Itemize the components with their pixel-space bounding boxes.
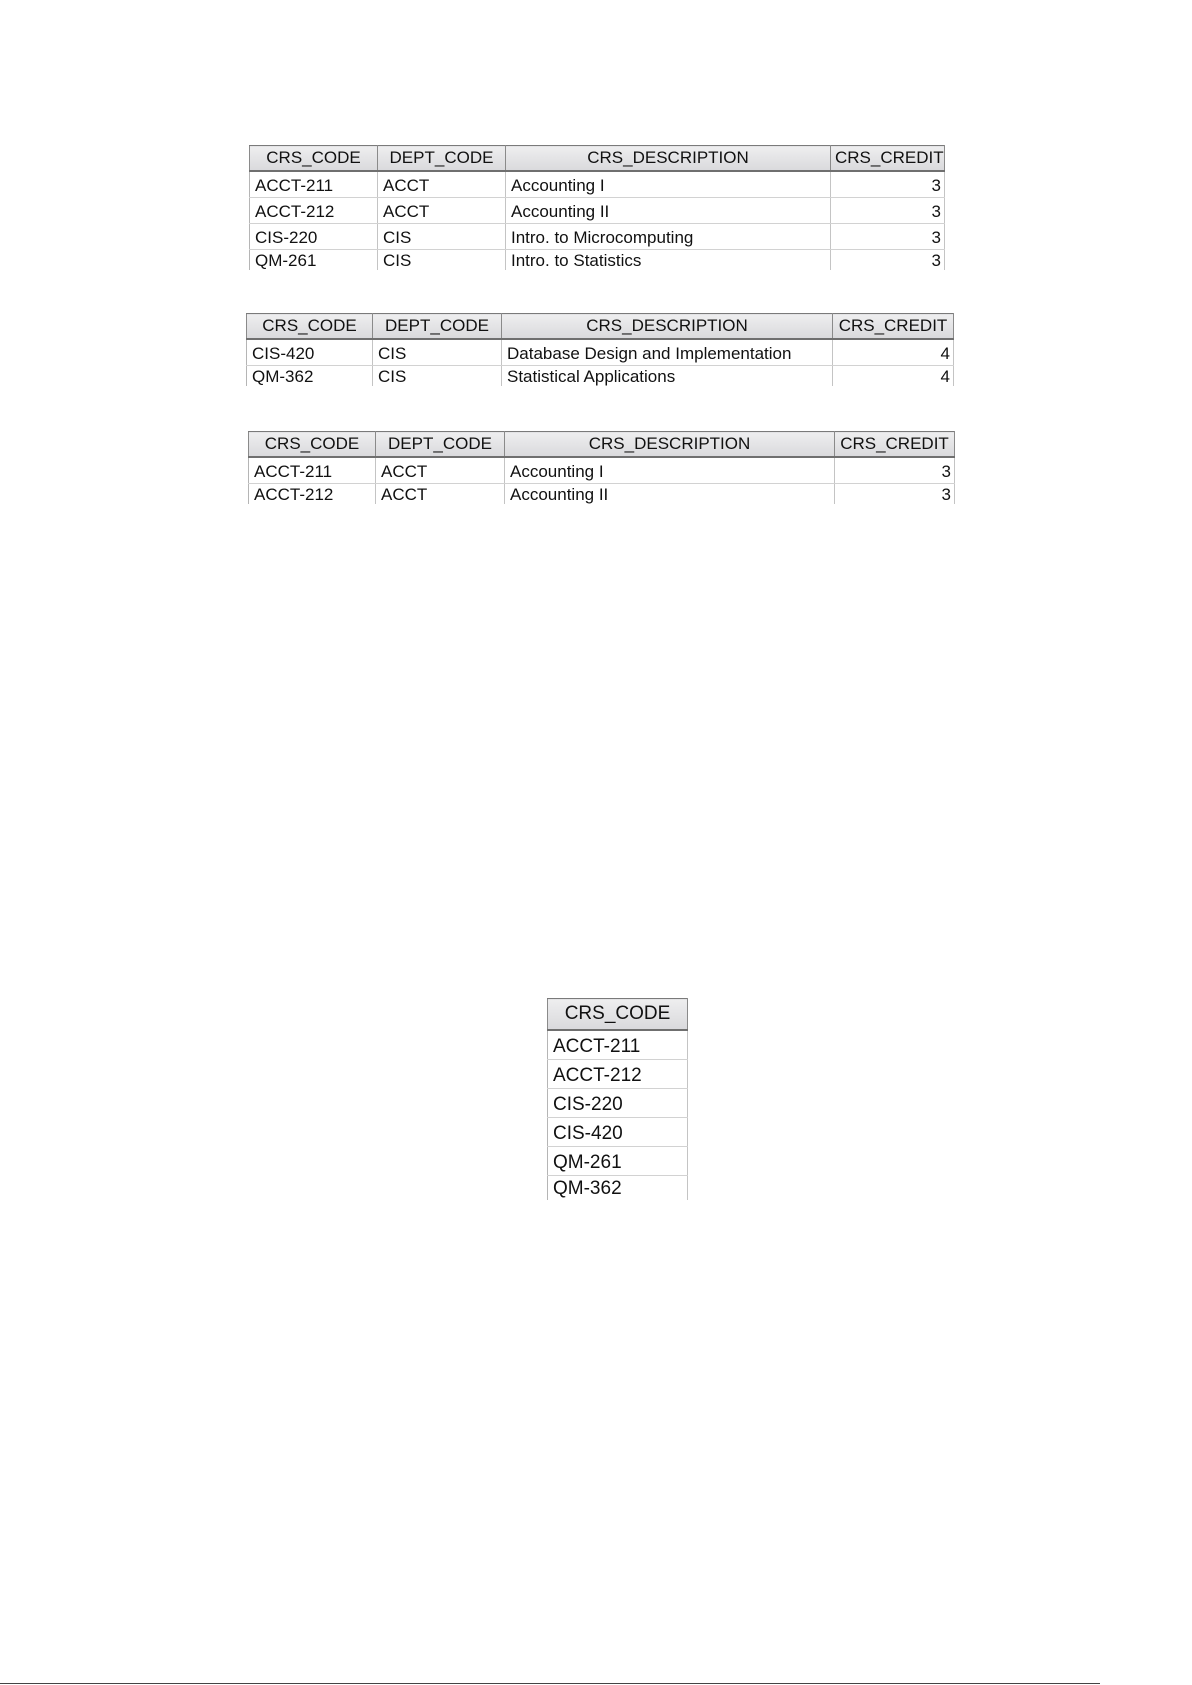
table-row[interactable] [548,1176,688,1201]
crs-credit-cell: 3 [831,250,945,271]
crs-credit-cell: 3 [835,457,955,484]
header-row [247,314,954,340]
table-row[interactable] [250,198,945,224]
column-header[interactable]: CRS_CODE [247,314,373,340]
crs-credit-cell: 3 [831,171,945,198]
crs-description-cell: Statistical Applications [502,366,833,387]
dept-code-cell: CIS [373,339,502,366]
crs-code-cell: QM-362 [548,1176,688,1201]
crs-code-cell: CIS-220 [548,1089,688,1118]
crs-code-cell: CIS-220 [250,224,378,250]
table-row[interactable] [250,250,945,271]
dept-code-cell: ACCT [376,484,505,505]
header-row [249,432,955,458]
crs-code-cell: CIS-420 [548,1118,688,1147]
table-row[interactable] [249,484,955,505]
table-row[interactable] [548,1118,688,1147]
course-table-3 [248,431,955,504]
crs-code-cell: ACCT-211 [548,1030,688,1060]
crs-code-cell: CIS-420 [247,339,373,366]
column-header[interactable]: CRS_CREDIT [831,146,945,172]
table-row[interactable] [548,1060,688,1089]
table-row[interactable] [548,1030,688,1060]
crs-code-cell: ACCT-211 [250,171,378,198]
table-row[interactable] [250,224,945,250]
course-table-2 [246,313,954,386]
crs-code-cell: QM-261 [250,250,378,271]
table-row[interactable] [548,1089,688,1118]
table-row[interactable] [250,171,945,198]
column-header[interactable]: DEPT_CODE [376,432,505,458]
crs-description-cell: Accounting II [505,484,835,505]
crs-credit-cell: 3 [831,198,945,224]
dept-code-cell: CIS [373,366,502,387]
crs-code-cell: QM-261 [548,1147,688,1176]
column-header[interactable]: CRS_CREDIT [833,314,954,340]
table-row[interactable] [247,366,954,387]
crs-credit-cell: 4 [833,339,954,366]
crs-credit-cell: 3 [835,484,955,505]
table-row[interactable] [249,457,955,484]
crs-code-cell: ACCT-212 [548,1060,688,1089]
page-footer-rule [0,1683,1100,1684]
crs-description-cell: Accounting I [505,457,835,484]
column-header[interactable]: CRS_DESCRIPTION [506,146,831,172]
crs-description-cell: Accounting I [506,171,831,198]
dept-code-cell: CIS [378,224,506,250]
column-header[interactable]: CRS_DESCRIPTION [505,432,835,458]
crs-credit-cell: 3 [831,224,945,250]
column-header[interactable]: CRS_CREDIT [835,432,955,458]
dept-code-cell: ACCT [376,457,505,484]
column-header[interactable]: CRS_CODE [250,146,378,172]
course-table-1 [249,145,945,270]
crs-code-cell: ACCT-212 [249,484,376,505]
crs-code-cell: QM-362 [247,366,373,387]
column-header[interactable]: CRS_CODE [249,432,376,458]
header-row [250,146,945,172]
dept-code-cell: ACCT [378,198,506,224]
crs-credit-cell: 4 [833,366,954,387]
column-header[interactable]: DEPT_CODE [378,146,506,172]
column-header[interactable]: CRS_DESCRIPTION [502,314,833,340]
dept-code-cell: ACCT [378,171,506,198]
table-row[interactable] [548,1147,688,1176]
table-row[interactable] [247,339,954,366]
column-header[interactable]: DEPT_CODE [373,314,502,340]
dept-code-cell: CIS [378,250,506,271]
course-code-table [547,998,688,1200]
crs-description-cell: Intro. to Statistics [506,250,831,271]
crs-description-cell: Accounting II [506,198,831,224]
crs-code-cell: ACCT-211 [249,457,376,484]
crs-code-cell: ACCT-212 [250,198,378,224]
header-row [548,999,688,1031]
crs-description-cell: Database Design and Implementation [502,339,833,366]
crs-description-cell: Intro. to Microcomputing [506,224,831,250]
column-header[interactable]: CRS_CODE [548,999,688,1031]
